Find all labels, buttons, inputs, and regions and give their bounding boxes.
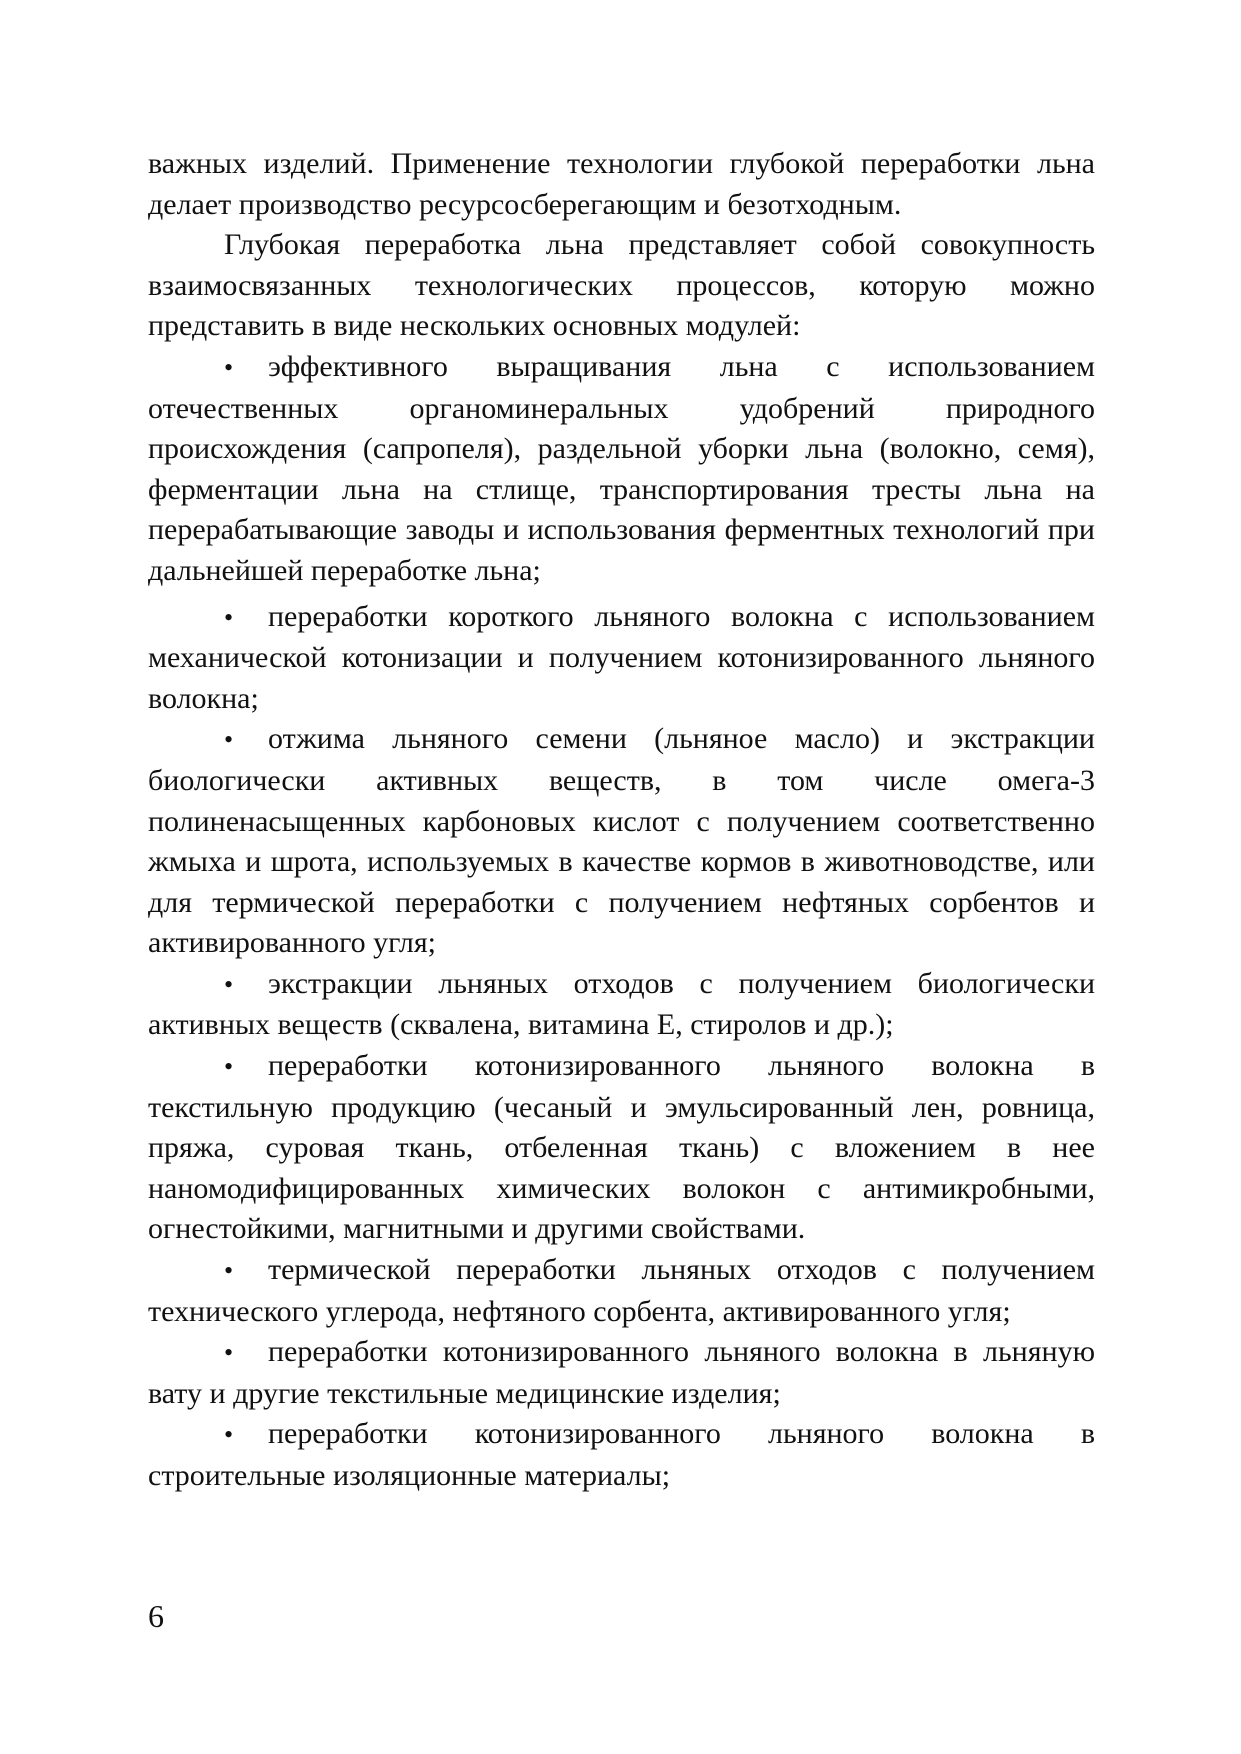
list-item <box>148 719 1095 964</box>
list-item-text: переработки котонизированного льняного волокна в строительные изоляционные материалы; <box>148 1417 1095 1492</box>
list-item-text: термической переработки льняных отходов с получением технического углерода, нефтяного сорбента, активированного угля; <box>148 1253 1095 1328</box>
list-item-text: переработки короткого льняного волокна с использованием механической котонизации и получением котонизированного льняного волокна; <box>148 599 1095 715</box>
list-item <box>148 1332 1095 1414</box>
bullet-icon: • <box>224 1338 234 1368</box>
list-item <box>148 1414 1095 1496</box>
bullet-icon: • <box>224 1256 234 1286</box>
list-item <box>148 1250 1095 1332</box>
list-item-text: экстракции льняных отходов с получением биологически активных веществ (сквалена, витамина Е, стиролов и др.); <box>148 966 1095 1042</box>
bullet-icon: • <box>224 352 234 382</box>
bullet-icon: • <box>224 602 234 632</box>
list-item-text: эффективного выращивания льна с использованием отечественных органоминеральных удобрений природного происхождения (сапропеля), раздельной уборки льна (волокно, семя), ферментации льна на стлище, транспортирования тресты льна на перерабатывающие заводы и использования ферментных технологий при дальнейшей переработке льна; <box>148 349 1095 587</box>
bullet-icon: • <box>224 1420 234 1450</box>
list-item-text: переработки котонизированного льняного волокна в текстильную продукцию (чесаный и эмульсированный лен, ровница, пряжа, суровая ткань, отбеленная ткань) с вложением в нее наномодифицированных химических волокон с антимикробными, огнестойкими, магнитными и другими свойствами. <box>148 1049 1095 1246</box>
list-item <box>148 964 1095 1046</box>
body-text <box>148 144 1095 1497</box>
paragraph-intro-continuation: важных изделий. Применение технологии глубокой переработки льна делает производство ресурсосберегающим и безотходным. <box>148 147 1095 221</box>
bullet-icon: • <box>224 969 234 999</box>
list-item <box>148 1046 1095 1250</box>
bullet-icon: • <box>224 1052 234 1082</box>
bullet-icon: • <box>224 725 234 755</box>
page-number: 6 <box>148 1598 164 1634</box>
paragraph-modules-intro: Глубокая переработка льна представляет собой совокупность взаимосвязанных технологических процессов, которую можно представить в виде нескольких основных модулей: <box>148 228 1095 343</box>
list-item <box>148 347 1095 592</box>
list-item-text: отжима льняного семени (льняное масло) и экстракции биологически активных веществ, в том числе омега-3 полиненасыщенных карбоновых кислот с получением соответственно жмыха и шрота, используемых в качестве кормов в животноводстве, или для термической переработки с получением нефтяных сорбентов и активированного угля; <box>148 722 1095 960</box>
list-item-text: переработки котонизированного льняного волокна в льняную вату и другие текстильные медицинские изделия; <box>148 1335 1095 1410</box>
list-item <box>148 597 1095 720</box>
